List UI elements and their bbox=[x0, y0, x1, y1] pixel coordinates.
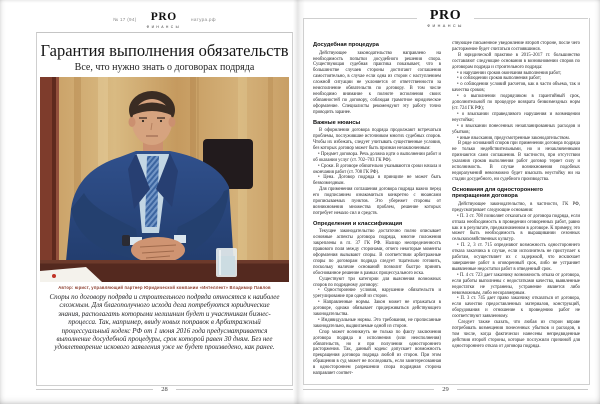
author-photo-illustration bbox=[40, 77, 289, 282]
logo-text: PRO bbox=[150, 11, 177, 23]
article-paragraph: Действующее законодательство направлено на необходимость попытки досудебного решения спора. Существующая судебная практика показывает, что в большинстве случаев стороны достигают соглашения самостоятельно, в случае если одна из сторон с наступлением сложной ситуации не уклоняется от ответственности за неисполнение обязательств по договору. В том числе необходимо внимание к полноте исполнения своих обязанностей по договору, соблюдая грамотное юридическое оформление. Специалисты рекомендуют эту работу точно проводить заранее. bbox=[313, 50, 441, 115]
right-page-content-box bbox=[303, 18, 590, 385]
logo-subtext: ФИНАНСЫ bbox=[146, 24, 182, 29]
article-heading: Досудебная процедура bbox=[313, 42, 379, 48]
article-paragraph: В юридической практике в 2015–2017 гг. большинство составляют следующие основания в возникновении споров по договорам подряда и строительного подряда: bbox=[452, 52, 580, 70]
article-paragraph: • о взыскании справедливого нарушения и возмещении неустойки; bbox=[452, 112, 580, 124]
article-paragraph: Спор может возникнуть не только по факту заключения договора подряда и исполнения (или неисполнения) обязательств, но и при получении одностороннего расторжения. Так, данный кодекс допускает возможность прекращения договора подряда любой из сторон. При этом обращения в суд может не последовать, если заинтересованная в одностороннем разрешении спора подрядная сторона направляет соответ- bbox=[313, 329, 441, 377]
folio-rule bbox=[303, 389, 434, 390]
article-paragraph: • П. 3 ст. 745 дает право заказчику отказаться от договора, если качество предоставленных материалов, конструкций, оборудования и отношение к проведению работ не соответствуют заявленному. bbox=[452, 296, 580, 320]
article-paragraph: ствующее письменное уведомление второй стороне, после чего расторжение будет считаться состоявшимся. bbox=[452, 41, 580, 52]
right-folio bbox=[303, 386, 588, 393]
logo-text: PRO bbox=[429, 8, 462, 23]
left-folio bbox=[36, 386, 293, 393]
folio-rule bbox=[36, 389, 153, 390]
article-heading: Основания для одностороннего прекращения договора bbox=[452, 186, 543, 200]
left-page-content-box bbox=[36, 32, 293, 386]
article-paragraph: • П. 3 ст. 708 позволяет отказаться от договора подряда, если отпала необходимость в проведении оговоренных работ, равно как и в результате, предназначенном в договоре. К примеру, это может быть необходимость в выращивании сезонных сельскохозяйственных культур. bbox=[452, 214, 580, 244]
author-caption: Автор: юрист, управляющий партнер Юридической компании «Интеллект» Владимир Павлов bbox=[58, 285, 271, 290]
article-heading: Определения и классификация bbox=[313, 220, 403, 227]
article-paragraph: • о соблюдении сроков выполнения работ; bbox=[452, 76, 580, 82]
article-paragraph: В оформлении договора подряда продолжают встречаться проблемы, послужившие источником многих судебных споров. Чтобы их избежать, следует учитывать существенные условия, без которых договор может быть признан незаключенным: bbox=[313, 128, 441, 151]
article-paragraph: Действующее законодательство, в частности, ГК РФ, предусматривает следующие основания: bbox=[452, 201, 580, 213]
article-paragraph: • Направленные нормы. Закон может не отражаться в договоре, однако обязывает придерживаться действующего законодательства. bbox=[313, 300, 441, 318]
left-page-header bbox=[36, 12, 293, 29]
magazine-logo bbox=[147, 12, 181, 29]
article-paragraph: • П. 2, 3 ст. 715 определяют возможность одностороннего отказа заказчика в случае, если исполнитель не приступает к работам, осуществляет их с задержкой, что исключает завершение работ в оговоренный срок, либо не устраняет выявленные недостатки работ в отведенный срок. bbox=[452, 243, 580, 273]
article-title: Гарантия выполнения обязательств bbox=[40, 41, 289, 60]
article-heading: Важные нюансы bbox=[313, 119, 361, 126]
article-lead: Споры по договору подряда и строительного подряда относятся к наиболее сложным. Для благополучного исхода дела потребуются юридические знания, располагать которыми нелишним будет и участникам бизнес-процесса. Так, например, ввиду новых поправок в Арбитражный процессуальный кодекс РФ от 1 июня 2016 года предусматривается выполнение досудебной процедуры, срок которой равен 30 дням. Без нее удовлетворение искового заявления уже не будет произведено, как ранее. bbox=[49, 293, 280, 352]
article-columns bbox=[313, 41, 580, 380]
right-page-number: 29 bbox=[442, 386, 449, 393]
article-paragraph: • Односторонние условия, нарушение обязательств и урегулирование при одной из сторон. bbox=[313, 288, 441, 300]
article-paragraph: Существуют три категории для выяснения возможных споров по подрядному договору: bbox=[313, 276, 441, 288]
article-subtitle: Все, что нужно знать о договорах подряда bbox=[74, 62, 255, 73]
article-paragraph: • Индивидуальные нормы. Это требования, не прописанные законодательно, выдвигаемые одной из сторон. bbox=[313, 318, 441, 330]
article-paragraph: • о нарушении сроков окончания выполнения работ; bbox=[452, 71, 580, 77]
article-paragraph: • о выполнении подрядчиком в гарантийный срок, дополнительной по процедуре возврата безвозмездных норм (ст. 724 ГК РФ); bbox=[452, 94, 580, 112]
left-page-number: 28 bbox=[161, 386, 168, 393]
article-column-2 bbox=[452, 41, 580, 380]
article-paragraph: Следует также сказать, что любая из сторон вправе потребовать возмещения понесенных убытков и расходов, в том числе, когда фактически нанесены непредвиденные действия второй стороны, которые послужили причиной для одностороннего отказа от договора подряда. bbox=[452, 320, 580, 349]
magazine-website: натура.рф bbox=[191, 17, 216, 22]
article-paragraph: Текущее законодательство достаточно полно описывает основные аспекты договора подряда, многие положения закреплены в гл. 37 ГК РФ. Налицо неопределенность правового поля между сторонами, отчего некоторые моменты оформления вызывают споры. В соответствии арбитражные споры по договорам подряда следует тщательно готовить, поскольку наличие оснований позволит быстро принять обоснованное решение в рамках процессуального иска. bbox=[313, 229, 441, 276]
article-paragraph: • Предмет договора. Речь должна идти о выполнении работ и об оказании услуг (ст. 702–703 ГК РФ). bbox=[313, 152, 441, 164]
logo-subtext: ФИНАНСЫ bbox=[427, 24, 464, 28]
article-paragraph: • П. 4 ст. 723 дает заказчику возможность отказа от договора, если работы выполнены с недостатками качества, выявленные недостатки не устранены, устранение является либо невозможным, либо несоразмерным. bbox=[452, 273, 580, 297]
article-paragraph: • Цена. Договор подряда в принципе не может быть безвозмездным. bbox=[313, 175, 441, 187]
article-paragraph: • иные взыскания, предусмотренные законодательством. bbox=[452, 136, 580, 142]
article-paragraph: • о соблюдении условий расчетов, как в части объема, так и качества сроков; bbox=[452, 82, 580, 94]
article-paragraph: • о взыскании понесенных незапланированных расходов и убытков; bbox=[452, 124, 580, 136]
article-paragraph: В ряде оснований споров при применении договора подряда не только недействительными, но и незаключенными признаются сами соглашения. В частности, при отсутствии указания сроков выполнения работ договор теряет силу и исполнимость. В случае возникновения подобных недоразумений невозможно будет взыскать неустойку ни на стадии досудебного, ни судебного производства. bbox=[452, 141, 580, 182]
folio-rule bbox=[176, 389, 293, 390]
folio-rule bbox=[457, 389, 588, 390]
article-paragraph: Для применения соглашения договора подряда важно перед его подписанием ознакомиться конкретно с нюансами прописываемых пунктов. Это убережет стороны от возникновения множества проблем, решение которых потребует немало сил и средств. bbox=[313, 187, 441, 216]
article-paragraph: • Сроки. В договоре обязательно указываются сроки начала и окончания работ (ст. 708 ГК РФ). bbox=[313, 164, 441, 176]
author-photo bbox=[40, 77, 289, 282]
issue-number: № 17 (94) bbox=[113, 17, 137, 22]
article-column-1 bbox=[313, 41, 441, 380]
